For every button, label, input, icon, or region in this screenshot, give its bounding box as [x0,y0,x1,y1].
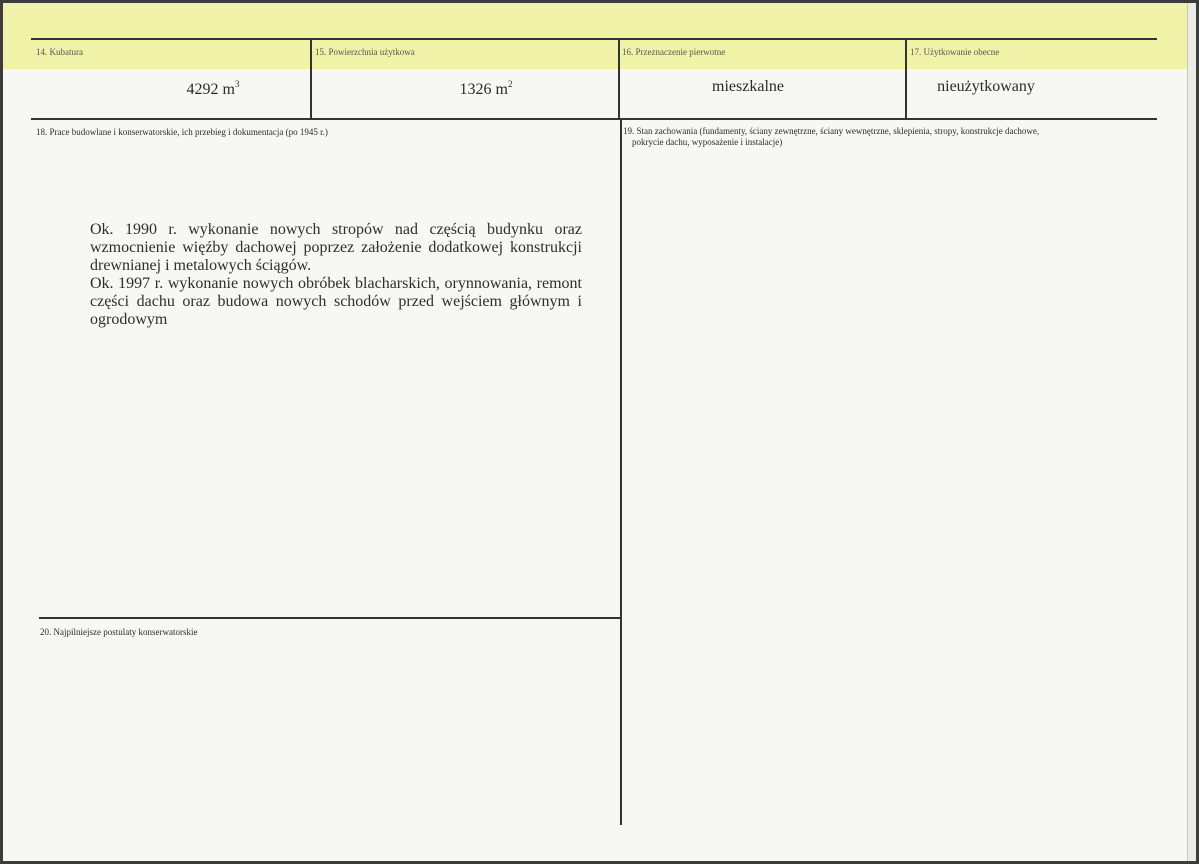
field-16-value: mieszkalne [712,78,784,95]
column-divider-2 [618,38,620,119]
field-19-label [623,126,1143,148]
field-14-exponent: 3 [234,79,240,89]
record-card [3,3,1196,861]
main-column-divider [620,118,622,825]
field-17-label: 17. Użytkowanie obecne [910,47,1000,57]
field-16-label: 16. Przeznaczenie pierwotne [622,47,726,57]
top-rule [31,38,1157,40]
field-19-label-line-1: 19. Stan zachowania (fundamenty, ściany zewnętrzne, ściany wewnętrzne, sklepienia, stropy, konstrukcje dachowe, [623,126,1040,136]
field-15-value: 1326 $m^2$ [459,79,513,98]
field-19-label-line-2: pokrycie dachu, wyposażenie i instalacje) [632,137,783,147]
field-18-text [90,221,582,329]
highlight-band [3,3,1188,69]
field-15-label: 15. Powierzchnia użytkowa [315,47,415,57]
field-18-entry-1997: Ok. 1997 r. wykonanie nowych obróbek blacharskich, orynnowania, remont części dachu oraz budowa nowych schodów przed wejściem głównym i ogrodowym [90,275,582,328]
field-18-label: 18. Prace budowlane i konserwatorskie, ich przebieg i dokumentacja (po 1945 r.) [36,127,328,137]
row-divider [31,118,1157,120]
field-14-value: 4292 $m^3$ [186,79,240,98]
column-divider-1 [310,38,312,119]
field-14-label: 14. Kubatura [36,47,83,57]
field-17-value: nieużytkowany [937,78,1035,95]
section-20-rule [39,617,622,619]
field-18-entry-1990: Ok. 1990 r. wykonanie nowych stropów nad częścią budynku oraz wzmocnienie więźby dachowej poprzez założenie dodatkowej konstrukcji drewnianej i metalowych ściągów. [90,221,582,274]
field-20-label: 20. Najpilniejsze postulaty konserwatorskie [40,627,198,637]
field-15-exponent: 2 [507,79,513,89]
card-edge [1187,3,1196,861]
